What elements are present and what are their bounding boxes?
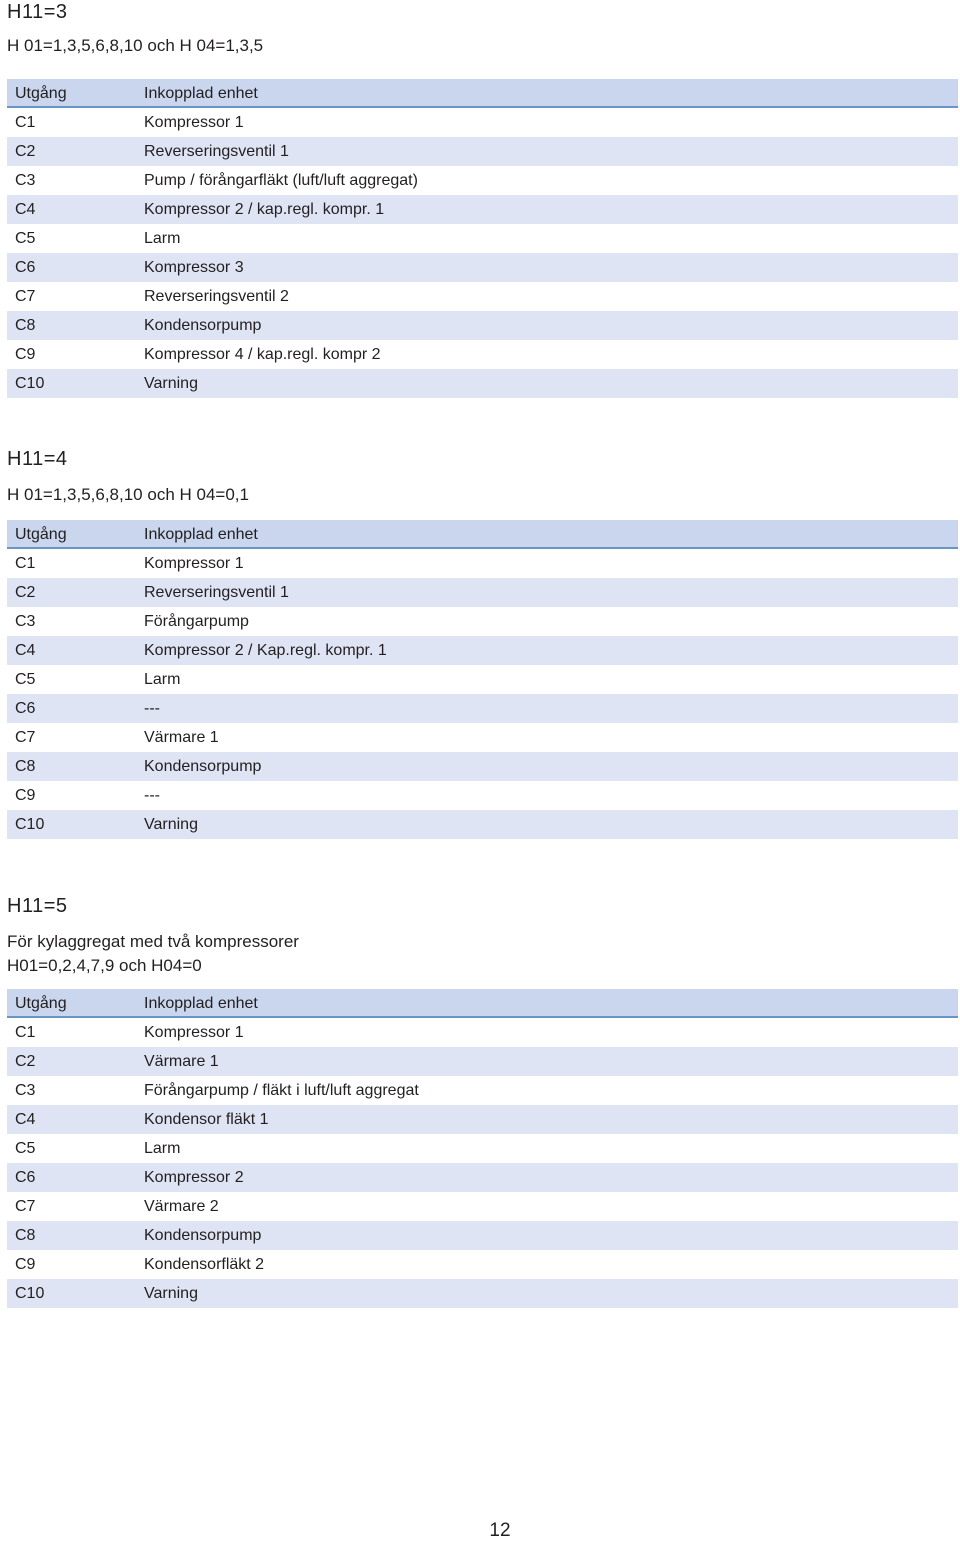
output-cell: C3 xyxy=(15,172,36,189)
output-cell: C3 xyxy=(15,613,36,630)
table-row xyxy=(7,723,958,752)
table-row xyxy=(7,752,958,781)
table-row xyxy=(7,137,958,166)
output-cell: C9 xyxy=(15,787,36,804)
device-cell: Kondensorfläkt 2 xyxy=(144,1256,265,1273)
table-row xyxy=(7,311,958,340)
output-cell: C5 xyxy=(15,671,36,688)
output-table xyxy=(7,520,958,839)
table-row xyxy=(7,369,958,398)
column-header-device: Inkopplad enhet xyxy=(144,526,258,543)
device-cell: Värmare 1 xyxy=(144,1053,219,1070)
device-cell: Kondensorpump xyxy=(144,758,262,775)
output-cell: C7 xyxy=(15,729,36,746)
section-subtitle: H 01=1,3,5,6,8,10 och H 04=1,3,5 xyxy=(7,36,264,55)
output-cell: C9 xyxy=(15,346,36,363)
table-row xyxy=(7,665,958,694)
device-cell: Pump / förångarfläkt (luft/luft aggregat) xyxy=(144,172,418,189)
device-cell: Förångarpump xyxy=(144,613,249,630)
column-header-device: Inkopplad enhet xyxy=(144,995,258,1012)
output-cell: C9 xyxy=(15,1256,36,1273)
device-cell: Kondensor fläkt 1 xyxy=(144,1111,269,1128)
output-cell: C2 xyxy=(15,1053,36,1070)
column-header-device: Inkopplad enhet xyxy=(144,85,258,102)
device-cell: Larm xyxy=(144,671,181,688)
table-row xyxy=(7,1134,958,1163)
device-cell: Reverseringsventil 2 xyxy=(144,288,289,305)
column-header-output: Utgång xyxy=(15,995,67,1012)
output-table xyxy=(7,989,958,1308)
output-cell: C6 xyxy=(15,700,36,717)
device-cell: Kompressor 1 xyxy=(144,555,244,572)
device-cell: Varning xyxy=(144,816,198,833)
device-cell: Värmare 1 xyxy=(144,729,219,746)
table-row xyxy=(7,108,958,137)
table-row xyxy=(7,1221,958,1250)
column-header-output: Utgång xyxy=(15,526,67,543)
device-cell: Varning xyxy=(144,375,198,392)
device-cell: Kompressor 2 / kap.regl. kompr. 1 xyxy=(144,201,385,218)
table-row xyxy=(7,607,958,636)
output-cell: C10 xyxy=(15,375,45,392)
device-cell: --- xyxy=(144,787,160,804)
table-row xyxy=(7,1250,958,1279)
table-row xyxy=(7,224,958,253)
device-cell: Kompressor 2 / Kap.regl. kompr. 1 xyxy=(144,642,387,659)
output-cell: C1 xyxy=(15,555,36,572)
column-header-output: Utgång xyxy=(15,85,67,102)
section-title: H11=5 xyxy=(7,895,68,917)
device-cell: --- xyxy=(144,700,160,717)
table-row xyxy=(7,1279,958,1308)
output-cell: C6 xyxy=(15,259,36,276)
device-cell: Kompressor 4 / kap.regl. kompr 2 xyxy=(144,346,381,363)
table-header-row xyxy=(7,989,958,1018)
output-table xyxy=(7,79,958,398)
table-header-row xyxy=(7,520,958,549)
table-row xyxy=(7,195,958,224)
table-row xyxy=(7,340,958,369)
device-cell: Kompressor 1 xyxy=(144,114,244,131)
output-cell: C1 xyxy=(15,114,36,131)
output-cell: C10 xyxy=(15,1285,45,1302)
table-row xyxy=(7,1047,958,1076)
table-row xyxy=(7,1163,958,1192)
output-cell: C10 xyxy=(15,816,45,833)
output-cell: C7 xyxy=(15,288,36,305)
output-cell: C6 xyxy=(15,1169,36,1186)
device-cell: Förångarpump / fläkt i luft/luft aggregat xyxy=(144,1082,419,1099)
table-row xyxy=(7,694,958,723)
output-cell: C5 xyxy=(15,230,36,247)
table-row xyxy=(7,166,958,195)
device-cell: Kondensorpump xyxy=(144,317,262,334)
output-cell: C5 xyxy=(15,1140,36,1157)
output-cell: C8 xyxy=(15,1227,36,1244)
output-cell: C1 xyxy=(15,1024,36,1041)
table-header-row xyxy=(7,79,958,108)
table-row xyxy=(7,781,958,810)
table-row xyxy=(7,810,958,839)
table-row xyxy=(7,549,958,578)
page-number: 12 xyxy=(489,1520,511,1541)
device-cell: Kondensorpump xyxy=(144,1227,262,1244)
table-row xyxy=(7,1018,958,1047)
section-subtitle: H 01=1,3,5,6,8,10 och H 04=0,1 xyxy=(7,485,249,504)
device-cell: Reverseringsventil 1 xyxy=(144,143,289,160)
table-row xyxy=(7,578,958,607)
device-cell: Kompressor 1 xyxy=(144,1024,244,1041)
device-cell: Kompressor 3 xyxy=(144,259,244,276)
device-cell: Reverseringsventil 1 xyxy=(144,584,289,601)
output-cell: C7 xyxy=(15,1198,36,1215)
device-cell: Larm xyxy=(144,1140,181,1157)
output-cell: C8 xyxy=(15,758,36,775)
output-cell: C4 xyxy=(15,201,36,218)
output-cell: C2 xyxy=(15,143,36,160)
device-cell: Larm xyxy=(144,230,181,247)
section-subtitle: H01=0,2,4,7,9 och H04=0 xyxy=(7,956,202,975)
section-title: H11=4 xyxy=(7,448,68,470)
device-cell: Kompressor 2 xyxy=(144,1169,244,1186)
output-cell: C4 xyxy=(15,1111,36,1128)
output-cell: C2 xyxy=(15,584,36,601)
table-row xyxy=(7,636,958,665)
output-cell: C3 xyxy=(15,1082,36,1099)
output-cell: C8 xyxy=(15,317,36,334)
table-row xyxy=(7,253,958,282)
table-row xyxy=(7,1192,958,1221)
table-row xyxy=(7,282,958,311)
table-row xyxy=(7,1105,958,1134)
device-cell: Värmare 2 xyxy=(144,1198,219,1215)
section-title: H11=3 xyxy=(7,1,68,23)
device-cell: Varning xyxy=(144,1285,198,1302)
section-subtitle: För kylaggregat med två kompressorer xyxy=(7,932,299,951)
table-row xyxy=(7,1076,958,1105)
output-cell: C4 xyxy=(15,642,36,659)
